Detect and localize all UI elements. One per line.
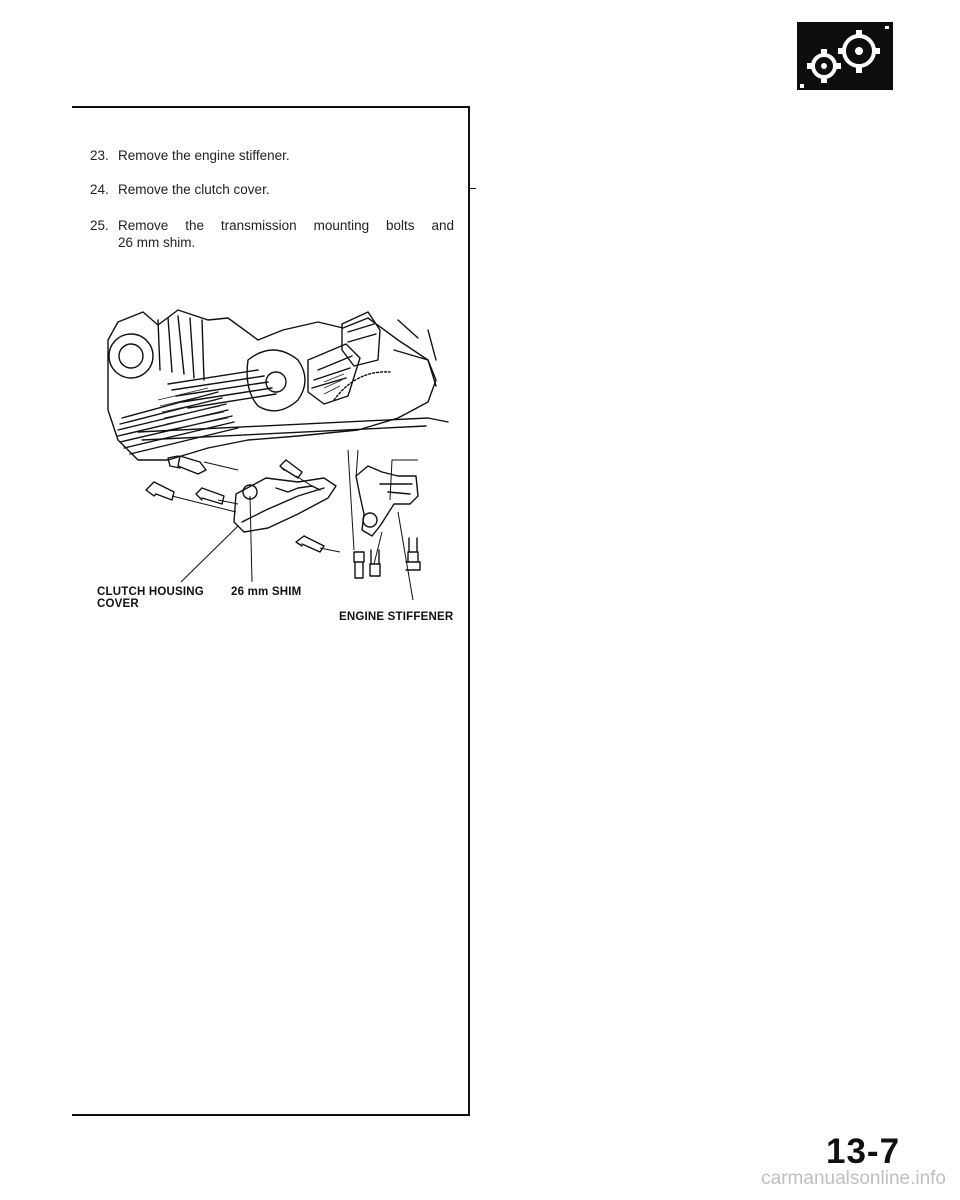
page-frame-top [72,106,470,108]
step-24 [90,182,270,198]
page-frame-bottom [72,1114,470,1116]
step-text-continuation: 26 mm shim. [118,235,196,250]
shim-label: 26 mm SHIM [231,586,302,598]
step-text: Remove the transmission mounting bolts and [118,218,454,233]
step-25 [90,218,456,250]
engine-gears-icon [797,22,893,90]
step-number: 23. [90,148,109,163]
clutch-housing-cover-label: CLUTCH HOUSING [97,586,204,598]
engine-stiffener-label: ENGINE STIFFENER [339,611,454,623]
page-number: 13-7 [826,1132,901,1171]
watermark: carmanualsonline.info [761,1168,946,1189]
step-text: Remove the clutch cover. [118,182,270,197]
transmission-diagram [98,300,460,600]
page-frame-right [468,106,470,1116]
step-text: Remove the engine stiffener. [118,148,290,163]
step-number: 25. [90,218,109,233]
frame-tick [468,188,476,189]
clutch-housing-cover-label-line2: COVER [97,598,139,610]
step-number: 24. [90,182,109,197]
step-23 [90,148,290,164]
